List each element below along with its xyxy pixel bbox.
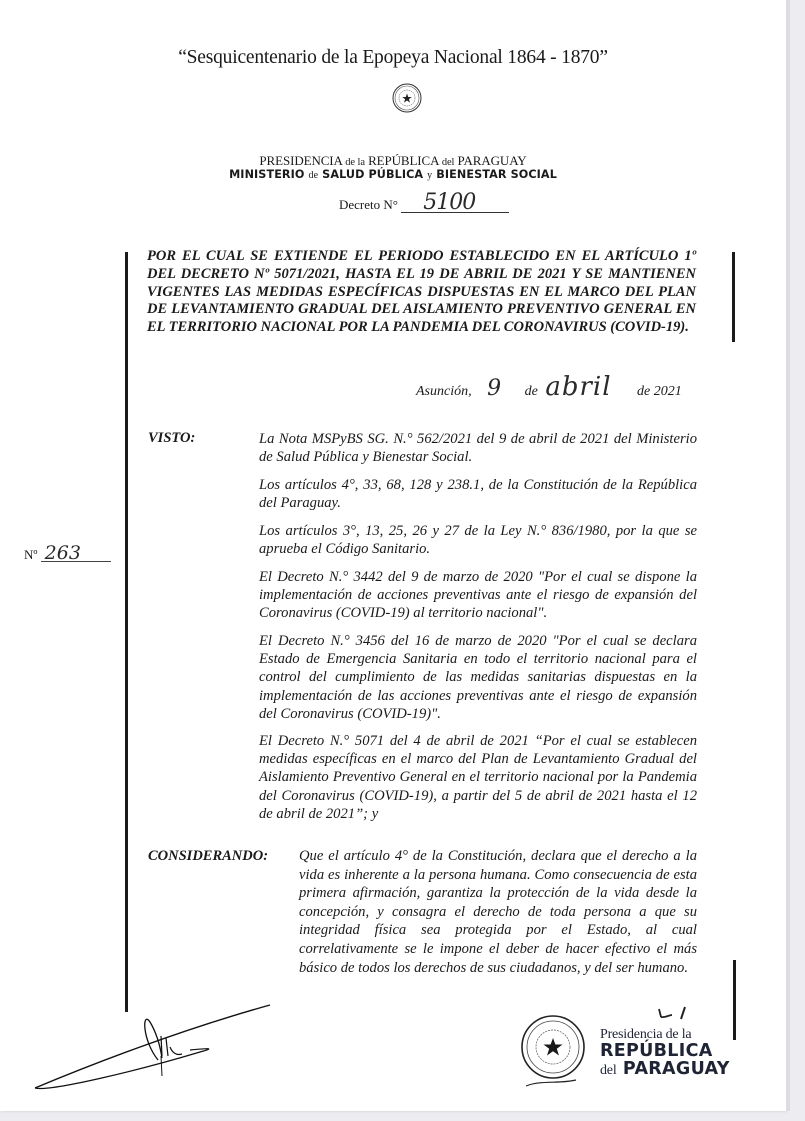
y-connector: y [427, 170, 433, 181]
logo-line-presidencia: Presidencia de la [600, 1027, 692, 1042]
right-margin-line [732, 252, 735, 342]
visto-paragraph: El Decreto N.° 3442 del 9 de marzo de 2020 "Por el cual se dispone la implementación de acciones preventivas ante el riesgo de expansión del Coronavirus (COVID-19) al territorio nacional". [259, 569, 697, 622]
decreto-number-line [339, 190, 509, 215]
date-year: de 2021 [637, 384, 682, 399]
logo-del: del [600, 1063, 617, 1078]
visto-paragraph: Los artículos 3°, 13, 25, 26 y 27 de la Ley N.° 836/1980, por la que se aprueba el Código Sanitario. [259, 523, 697, 558]
ministerio-word: MINISTERIO [229, 168, 305, 181]
presidencia-line [0, 153, 786, 169]
date-de: de [524, 384, 538, 399]
presidencia-connector: de la [345, 157, 365, 168]
visto-paragraph: Los artículos 4°, 33, 68, 128 y 238.1, de la Constitución de la República del Paraguay. [259, 477, 697, 512]
date-month-handwritten: abril [545, 372, 612, 402]
presidency-logo [600, 1027, 730, 1080]
visto-paragraph: La Nota MSPyBS SG. N.° 562/2021 del 9 de abril de 2021 del Ministerio de Salud Pública y Bienestar Social. [259, 431, 697, 466]
visto-paragraph: El Decreto N.° 5071 del 4 de abril de 2021 “Por el cual se establecen medidas específicas en el marco del Plan de Levantamiento Gradual del Aislamiento Preventivo General en el territorio nacional por la Pandemia del Coronavirus (COVID-19), a partir del 5 de abril de 2021 hasta el 12 de abril de 2021”; y [259, 733, 697, 822]
visto-label: VISTO: [148, 430, 196, 446]
bienestar-social-word: BIENESTAR SOCIAL [436, 168, 557, 181]
considerando-label: CONSIDERANDO: [148, 848, 269, 864]
seal-graphic [392, 83, 422, 113]
date-line [416, 372, 682, 402]
logo-line-republica: REPÚBLICA [600, 1041, 713, 1061]
salud-publica-word: SALUD PÚBLICA [322, 168, 424, 181]
republica-word: REPÚBLICA [368, 153, 439, 168]
decree-title: POR EL CUAL SE EXTIENDE EL PERIODO ESTABLECIDO EN EL ARTÍCULO 1º DEL DECRETO Nº 5071/2021, HASTA EL 19 DE ABRIL DE 2021 Y SE MANTIENEN VIGENTES LAS MEDIDAS ESPECÍFICAS DISPUESTAS EN EL MARCO DEL PLAN DE LEVANTAMIENTO GRADUAL DEL AISLAMIENTO PREVENTIVO GENERAL EN EL TERRITORIO NACIONAL POR LA PANDEMIA DEL CORONAVIRUS (COVID-19). [147, 248, 696, 336]
logo-line-paraguay [600, 1060, 730, 1080]
right-margin-line-lower [733, 960, 736, 1040]
decreto-label: Decreto N° [339, 197, 398, 212]
side-number-value: 263 [41, 545, 111, 562]
date-day-handwritten: 9 [487, 376, 502, 401]
decreto-number-handwritten: 5100 [401, 194, 509, 213]
logo-paraguay: PARAGUAY [622, 1059, 730, 1079]
motto-heading: “Sesquicentenario de la Epopeya Nacional 1864 - 1870” [178, 47, 608, 68]
paraguay-word: PARAGUAY [457, 153, 527, 168]
considerando-paragraph: Que el artículo 4° de la Constitución, declara que el derecho a la vida es inherente a la persona humana. Como consecuencia de esta primera afirmación, garantiza la protección de la vida desde la concepción, y consagra el derecho de toda persona a que su integridad física sea protegida por el Estado, al cual correlativamente se le impone el deber de hacer efectivo el más básico de todos los derechos de sus ciudadanos, y del ser humano. [299, 848, 697, 976]
ministerio-connector: de [308, 170, 319, 181]
date-city: Asunción, [416, 384, 472, 399]
del-connector: del [441, 157, 455, 168]
presidencia-word: PRESIDENCIA [259, 153, 343, 168]
page-edge-shadow [786, 0, 790, 1111]
footer-seal-icon [520, 1014, 586, 1099]
side-number-label: Nº [24, 547, 38, 562]
ministerio-line [0, 168, 786, 181]
initials-mark-icon [655, 1003, 695, 1030]
side-registry-number [24, 542, 111, 564]
national-seal-icon [392, 83, 422, 118]
visto-paragraph: El Decreto N.° 3456 del 16 de marzo de 2020 "Por el cual se declara Estado de Emergencia Sanitaria en todo el territorio nacional para el control del cumplimiento de las medidas sanitarias dispuestas en la implementación de las acciones preventivas ante el riesgo de expansión del Coronavirus (COVID-19)". [259, 633, 697, 722]
signature-icon [30, 1000, 280, 1105]
left-margin-line [125, 252, 128, 1012]
